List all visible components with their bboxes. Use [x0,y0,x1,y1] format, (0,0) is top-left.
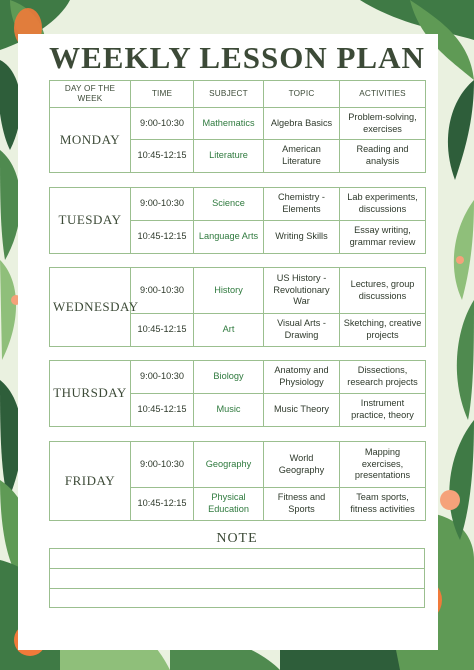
table-row [50,108,426,140]
day-label: WEDNESDAY [50,268,131,347]
table-row [50,268,426,314]
activities-cell: Dissections, research projects [340,361,426,394]
subject-cell: Science [194,188,264,221]
topic-cell: Algebra Basics [264,108,340,140]
header-time: TIME [131,81,194,108]
time-cell: 10:45-12:15 [131,314,194,347]
header-row-table [49,80,426,173]
table-row [50,188,426,221]
subject-cell: Biology [194,361,264,394]
day-block-thursday [49,360,426,427]
header-subject: SUBJECT [194,81,264,108]
time-cell: 9:00-10:30 [131,442,194,488]
activities-cell: Team sports, fitness activities [340,488,426,521]
header-activities: ACTIVITIES [340,81,426,108]
subject-cell: Geography [194,442,264,488]
header-topic: TOPIC [264,81,340,108]
topic-cell: Chemistry - Elements [264,188,340,221]
subject-cell: Mathematics [194,108,264,140]
subject-cell: Physical Education [194,488,264,521]
activities-cell: Reading and analysis [340,140,426,173]
time-cell: 9:00-10:30 [131,361,194,394]
topic-cell: American Literature [264,140,340,173]
note-line[interactable] [50,549,424,569]
day-label: THURSDAY [50,361,131,427]
subject-cell: Music [194,394,264,427]
subject-cell: Art [194,314,264,347]
time-cell: 9:00-10:30 [131,188,194,221]
header-day: DAY OF THE WEEK [50,81,131,108]
note-line[interactable] [50,589,424,609]
day-label: TUESDAY [50,188,131,254]
day-label: MONDAY [50,108,131,173]
topic-cell: Music Theory [264,394,340,427]
header-row [50,81,426,108]
day-block-wednesday [49,267,426,347]
activities-cell: Instrument practice, theory [340,394,426,427]
subject-cell: Language Arts [194,221,264,254]
topic-cell: Visual Arts - Drawing [264,314,340,347]
topic-cell: Anatomy and Physiology [264,361,340,394]
table-row [50,442,426,488]
day-block-tuesday [49,187,426,254]
table-row [50,361,426,394]
topic-cell: Fitness and Sports [264,488,340,521]
activities-cell: Problem-solving, exercises [340,108,426,140]
activities-cell: Essay writing, grammar review [340,221,426,254]
page-title: WEEKLY LESSON PLAN [49,40,425,75]
topic-cell: Writing Skills [264,221,340,254]
topic-cell: World Geography [264,442,340,488]
note-area[interactable] [49,548,425,608]
time-cell: 9:00-10:30 [131,268,194,314]
day-label: FRIDAY [50,442,131,521]
note-line[interactable] [50,569,424,589]
activities-cell: Sketching, creative projects [340,314,426,347]
day-block-friday [49,441,426,521]
time-cell: 9:00-10:30 [131,108,194,140]
topic-cell: US History - Revolutionary War [264,268,340,314]
time-cell: 10:45-12:15 [131,394,194,427]
subject-cell: Literature [194,140,264,173]
time-cell: 10:45-12:15 [131,221,194,254]
time-cell: 10:45-12:15 [131,488,194,521]
activities-cell: Lectures, group discussions [340,268,426,314]
activities-cell: Mapping exercises, presentations [340,442,426,488]
time-cell: 10:45-12:15 [131,140,194,173]
note-heading: NOTE [216,531,258,546]
subject-cell: History [194,268,264,314]
activities-cell: Lab experiments, discussions [340,188,426,221]
